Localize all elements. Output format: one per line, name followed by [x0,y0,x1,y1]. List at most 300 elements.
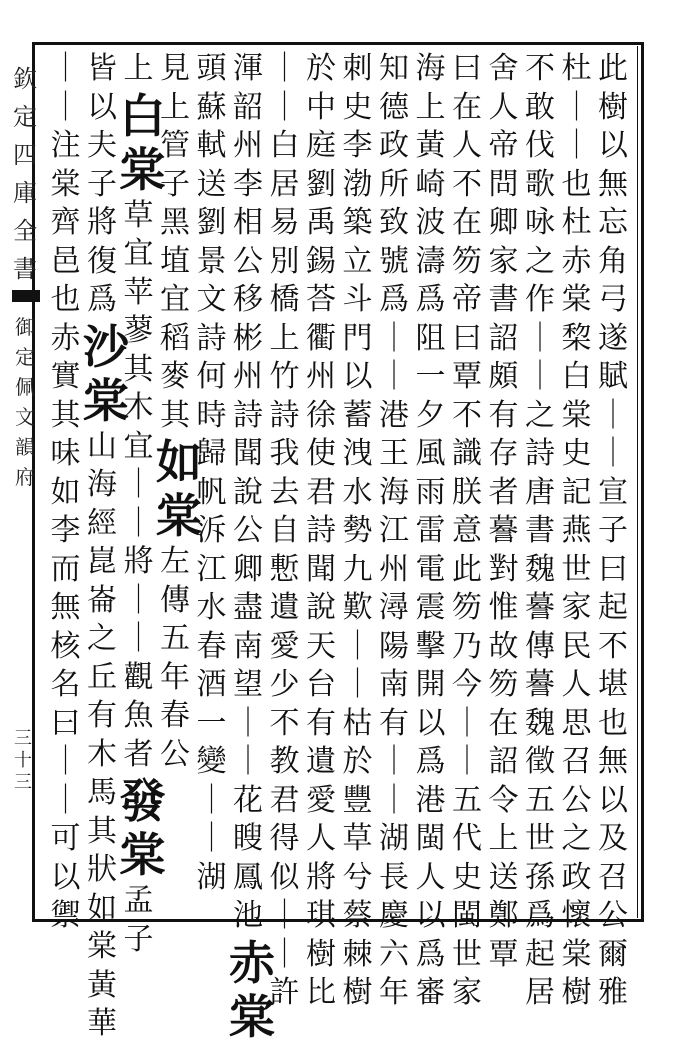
text-char: ｜ [598,397,628,433]
text-char: 少 [269,667,300,702]
text-char: 無 [598,166,628,202]
text-char: ｜ [269,936,300,972]
text-char: 雷 [415,513,446,548]
title-char: 佩 [15,375,35,399]
text-char: 南 [379,667,409,702]
text-char: 意 [452,513,482,548]
text-char: 五 [452,782,482,818]
text-char: 彬 [233,320,263,356]
text-char: 家 [452,975,482,1010]
text-char: 草 [123,197,154,233]
text-char: 得 [269,821,300,856]
text-char: 木 [87,736,117,772]
text-char: 其 [123,351,154,387]
text-char: 頭 [196,51,227,86]
text-char: 使 [306,436,336,471]
text-char: 史 [452,859,482,895]
text-char: 爾 [598,936,628,972]
text-char: 笏 [452,590,482,625]
text-char: 味 [50,436,81,471]
text-char: 蓼 [123,313,154,348]
text-char: 有 [87,698,117,733]
text-char: ｜ [269,89,300,125]
text-char: 送 [196,166,227,202]
text-char: 遺 [269,590,300,625]
text-char: 棠 [561,397,592,433]
text-char: 橋 [269,282,300,317]
text-char: ｜ [269,898,300,933]
text-char: 管 [160,128,190,163]
text-char: 爲 [379,282,409,317]
text-char: 一 [415,359,446,394]
text-char: 枯 [342,705,373,741]
text-char: ｜ [50,744,81,779]
text-char: 軾 [196,128,227,163]
headword-char: 白 [119,88,166,143]
text-char: 夕 [415,397,446,433]
text-char: 禦 [50,898,81,933]
text-char: 棠 [561,282,592,317]
text-char: ｜ [525,320,555,356]
text-char: ｜ [50,51,81,86]
text-char: 爲 [415,936,446,972]
text-column [375,50,413,1010]
text-char: 無 [598,744,628,779]
text-char: 其 [160,397,190,433]
text-char: 在 [488,705,519,741]
text-char: 觀 [123,659,154,695]
text-char: 時 [196,397,227,433]
text-char: 州 [379,551,409,587]
text-char: 伐 [525,128,555,163]
text-char: 春 [196,628,227,664]
text-char: 有 [379,705,409,741]
text-char: 注 [50,128,81,163]
text-char: 李 [50,513,81,548]
text-char: 海 [379,474,409,510]
text-char: 文 [196,282,227,317]
text-char: 說 [233,474,263,510]
text-column [119,50,166,957]
text-char: 教 [269,744,300,779]
text-char: 遂 [598,320,628,356]
text-char: 居 [525,975,555,1010]
text-char: ｜ [561,128,592,163]
text-column [302,50,340,1010]
text-char: ｜ [233,705,263,741]
header-char: 庫 [13,179,37,207]
text-char: 樹 [598,89,628,125]
text-char: 覃 [452,359,482,394]
title-char: 文 [15,405,35,429]
text-char: 記 [561,474,592,510]
text-char: 孫 [525,859,555,895]
text-char: 世 [561,551,592,587]
text-char: 民 [561,628,592,664]
text-char: 長 [379,859,409,895]
text-char: 雅 [598,975,628,1010]
text-char: 李 [233,166,263,202]
text-char: 人 [561,667,592,702]
text-char: 上 [269,320,300,356]
text-char: 覃 [488,936,519,972]
title-char: 府 [15,465,35,489]
text-char: 見 [160,51,190,86]
text-char: 詔 [488,320,519,356]
text-char: 樹 [306,936,336,972]
text-char: 瞍 [233,821,263,856]
text-char: 問 [488,166,519,202]
text-char: ｜ [342,667,373,702]
text-column [485,50,523,972]
text-column [229,50,275,1044]
text-char: 頗 [488,359,519,394]
text-char: 卿 [488,205,519,240]
text-char: 之 [561,821,592,856]
headword-char: 沙 [83,319,129,374]
text-char: 賦 [598,359,628,394]
text-char: 以 [50,859,81,895]
text-char: 家 [561,590,592,625]
text-char: 謩 [525,667,555,702]
text-char: 其 [87,813,117,849]
text-char: 魚 [123,698,154,733]
text-char: 子 [123,921,154,957]
text-char: 人 [488,89,519,125]
text-char: 齊 [50,205,81,240]
text-char: 雨 [415,474,446,510]
text-char: 起 [598,590,628,625]
text-char: 愛 [306,782,336,818]
text-char: 於 [306,51,336,86]
text-char: 徵 [525,744,555,779]
text-char: 作 [525,282,555,317]
text-char: 濤 [415,243,446,279]
text-char: 徐 [306,397,336,433]
text-char: 鄭 [488,898,519,933]
text-char: 子 [160,166,190,202]
text-char: 慶 [379,898,409,933]
text-char: 名 [50,667,81,702]
text-char: 以 [415,898,446,933]
text-char: 忘 [598,205,628,240]
text-char: 帆 [196,474,227,510]
text-char: 港 [415,782,446,818]
text-char: 曰 [50,705,81,741]
text-char: 開 [415,667,446,702]
text-char: 識 [452,436,482,471]
text-char: 港 [379,397,409,433]
text-char: 潯 [379,590,409,625]
text-column [266,50,304,1010]
text-char: 傳 [160,582,190,618]
text-char: 埴 [160,243,190,279]
text-char: 如 [50,474,81,510]
text-char: 衢 [306,320,336,356]
text-char: 有 [488,397,519,433]
text-char: 今 [452,667,482,702]
text-char: ｜ [269,51,300,86]
text-char: 聞 [306,551,336,587]
text-char: 閩 [415,821,446,856]
text-char: 謩 [488,513,519,548]
text-char: 笏 [452,243,482,279]
text-char: ｜ [233,744,263,779]
text-char: 江 [379,513,409,548]
text-char: 無 [50,590,81,625]
text-char: 棠 [87,929,117,964]
text-char: 年 [160,659,190,695]
text-char: 思 [561,705,592,741]
text-char: 自 [269,513,300,548]
text-char: 酒 [196,667,227,702]
text-char: 號 [379,243,409,279]
text-char: 對 [488,551,519,587]
text-char: 陽 [379,628,409,664]
text-char: 敢 [525,89,555,125]
text-char: 黃 [415,128,446,163]
text-char: 所 [379,166,409,202]
text-char: 代 [452,821,482,856]
text-char: 錫 [306,243,336,279]
text-char: 爲 [87,282,117,317]
text-char: 世 [452,936,482,972]
text-char: 惟 [488,590,519,625]
text-char: 核 [50,628,81,664]
text-char: ｜ [379,320,409,356]
text-char: ｜ [379,782,409,818]
text-char: 傳 [525,628,555,664]
text-char: 棠 [561,936,592,972]
text-char: 棠 [50,166,81,202]
text-char: ｜ [342,628,373,664]
text-char: ｜ [379,359,409,394]
text-char: ｜ [196,782,227,818]
headword-char: 棠 [229,989,275,1044]
text-char: 笏 [488,667,519,702]
text-column [558,50,596,1010]
text-char: 謩 [525,590,555,625]
text-char: ｜ [452,705,482,741]
text-char: 白 [561,359,592,394]
text-char: 丘 [87,659,117,695]
header-char: 欽 [13,65,37,93]
headword-char: 如 [156,435,202,489]
text-char: 聞 [233,436,263,471]
text-char: 史 [342,89,373,125]
text-char: 詩 [525,436,555,471]
text-char: 曰 [452,320,482,356]
book-title [12,312,38,492]
text-char: ｜ [123,621,154,656]
text-char: 公 [598,898,628,933]
text-char: 公 [160,736,190,772]
text-char: 崎 [415,166,446,202]
text-char: 知 [379,51,409,86]
text-char: 於 [342,744,373,779]
text-char: 泝 [196,513,227,548]
text-column [448,50,486,1010]
text-char: ｜ [123,505,154,541]
text-char: 赤 [561,243,592,279]
text-char: 池 [233,898,263,933]
text-char: 一 [196,705,227,741]
text-char: ｜ [50,782,81,818]
text-char: 海 [415,51,446,86]
text-char: 咏 [525,205,555,240]
text-char: 黑 [160,205,190,240]
title-char: 韻 [15,435,35,459]
text-char: 帝 [488,128,519,163]
text-char: 波 [415,205,446,240]
text-char: ｜ [379,744,409,779]
text-char: 將 [123,544,154,579]
text-char: 稻 [160,320,190,356]
text-char: 也 [561,166,592,202]
text-char: 鳳 [233,859,263,895]
text-char: 之 [525,243,555,279]
text-char: 者 [488,474,519,510]
text-char: 上 [488,821,519,856]
text-char: 如 [87,890,117,926]
text-char: 州 [233,128,263,163]
text-column [47,50,85,933]
text-char: 夫 [87,128,117,163]
text-char: 君 [269,782,300,818]
text-char: 歎 [342,590,373,625]
text-char: 許 [269,975,300,1010]
text-char: 樹 [342,975,373,1010]
text-char: 爲 [415,744,446,779]
text-char: 狀 [87,852,117,887]
text-column [83,50,129,1041]
text-char: 不 [598,628,628,664]
text-char: 門 [342,320,373,356]
headword-char: 棠 [156,489,202,543]
text-char: 遺 [306,744,336,779]
text-char: 苹 [123,274,154,310]
text-char: 以 [342,359,373,394]
text-char: 世 [525,821,555,856]
text-column [521,50,559,1010]
headword-char: 發 [119,774,166,828]
text-column [339,50,377,1010]
text-char: 江 [196,551,227,587]
text-char: 其 [50,397,81,433]
text-char: 王 [379,436,409,471]
text-char: 電 [415,551,446,587]
text-char: 公 [233,243,263,279]
text-char: 李 [342,128,373,163]
text-char: 我 [269,436,300,471]
text-char: 閩 [452,898,482,933]
text-char: 者 [123,736,154,772]
text-char: 兮 [342,859,373,895]
text-char: 詩 [233,397,263,433]
text-char: 渤 [342,166,373,202]
text-char: 水 [342,474,373,510]
text-char: 而 [50,551,81,587]
text-char: 景 [196,243,227,279]
text-char: 歌 [525,166,555,202]
text-char: 湖 [379,821,409,856]
text-char: 帝 [452,282,482,317]
header-char: 定 [13,103,37,131]
text-char: 爲 [525,898,555,933]
text-char: 上 [160,89,190,125]
text-char: 水 [196,590,227,625]
text-columns [44,50,632,1044]
text-char: 德 [379,89,409,125]
text-char: 竹 [269,359,300,394]
text-char: 望 [233,667,263,702]
text-char: 九 [342,551,373,587]
text-char: 何 [196,359,227,394]
text-char: 以 [415,705,446,741]
text-char: 也 [598,705,628,741]
text-char: 刺 [342,51,373,86]
text-char: 荅 [306,282,336,317]
title-char: 定 [15,345,35,369]
text-char: 起 [525,936,555,972]
text-char: 中 [306,89,336,125]
text-char: 慙 [269,551,300,587]
text-char: 此 [452,551,482,587]
text-char: 曰 [452,51,482,86]
text-char: 崑 [87,544,117,579]
text-char: 黃 [87,967,117,1003]
header-char: 四 [13,141,37,169]
text-char: 公 [561,782,592,818]
text-char: 不 [525,51,555,86]
text-char: 在 [452,89,482,125]
text-char: ｜ [50,89,81,125]
text-char: 書 [525,513,555,548]
text-char: 子 [598,513,628,548]
text-column [594,50,632,1010]
text-char: 可 [50,821,81,856]
text-char: 孟 [123,883,154,918]
text-char: 庭 [306,128,336,163]
text-char: 詩 [306,513,336,548]
text-char: 書 [488,282,519,317]
text-char: 將 [306,859,336,895]
text-char: 唐 [525,474,555,510]
text-char: 致 [379,205,409,240]
text-char: 杜 [561,51,592,86]
text-char: 崙 [87,582,117,618]
text-char: 六 [379,936,409,972]
text-char: 棘 [342,936,373,972]
text-char: 經 [87,505,117,541]
text-char: 馬 [87,775,117,810]
text-char: 劉 [306,166,336,202]
text-char: 史 [561,436,592,471]
text-char: 此 [598,51,628,86]
text-char: 蘇 [196,89,227,125]
text-char: 故 [488,628,519,664]
text-char: 爲 [415,282,446,317]
text-char: ｜ [525,359,555,394]
text-char: 曰 [598,551,628,587]
text-char: 歸 [196,436,227,471]
text-char: 樹 [561,975,592,1010]
text-char: 公 [233,513,263,548]
text-char: 魏 [525,705,555,741]
text-char: 春 [160,698,190,733]
text-char: 州 [233,359,263,394]
text-char: 杜 [561,205,592,240]
